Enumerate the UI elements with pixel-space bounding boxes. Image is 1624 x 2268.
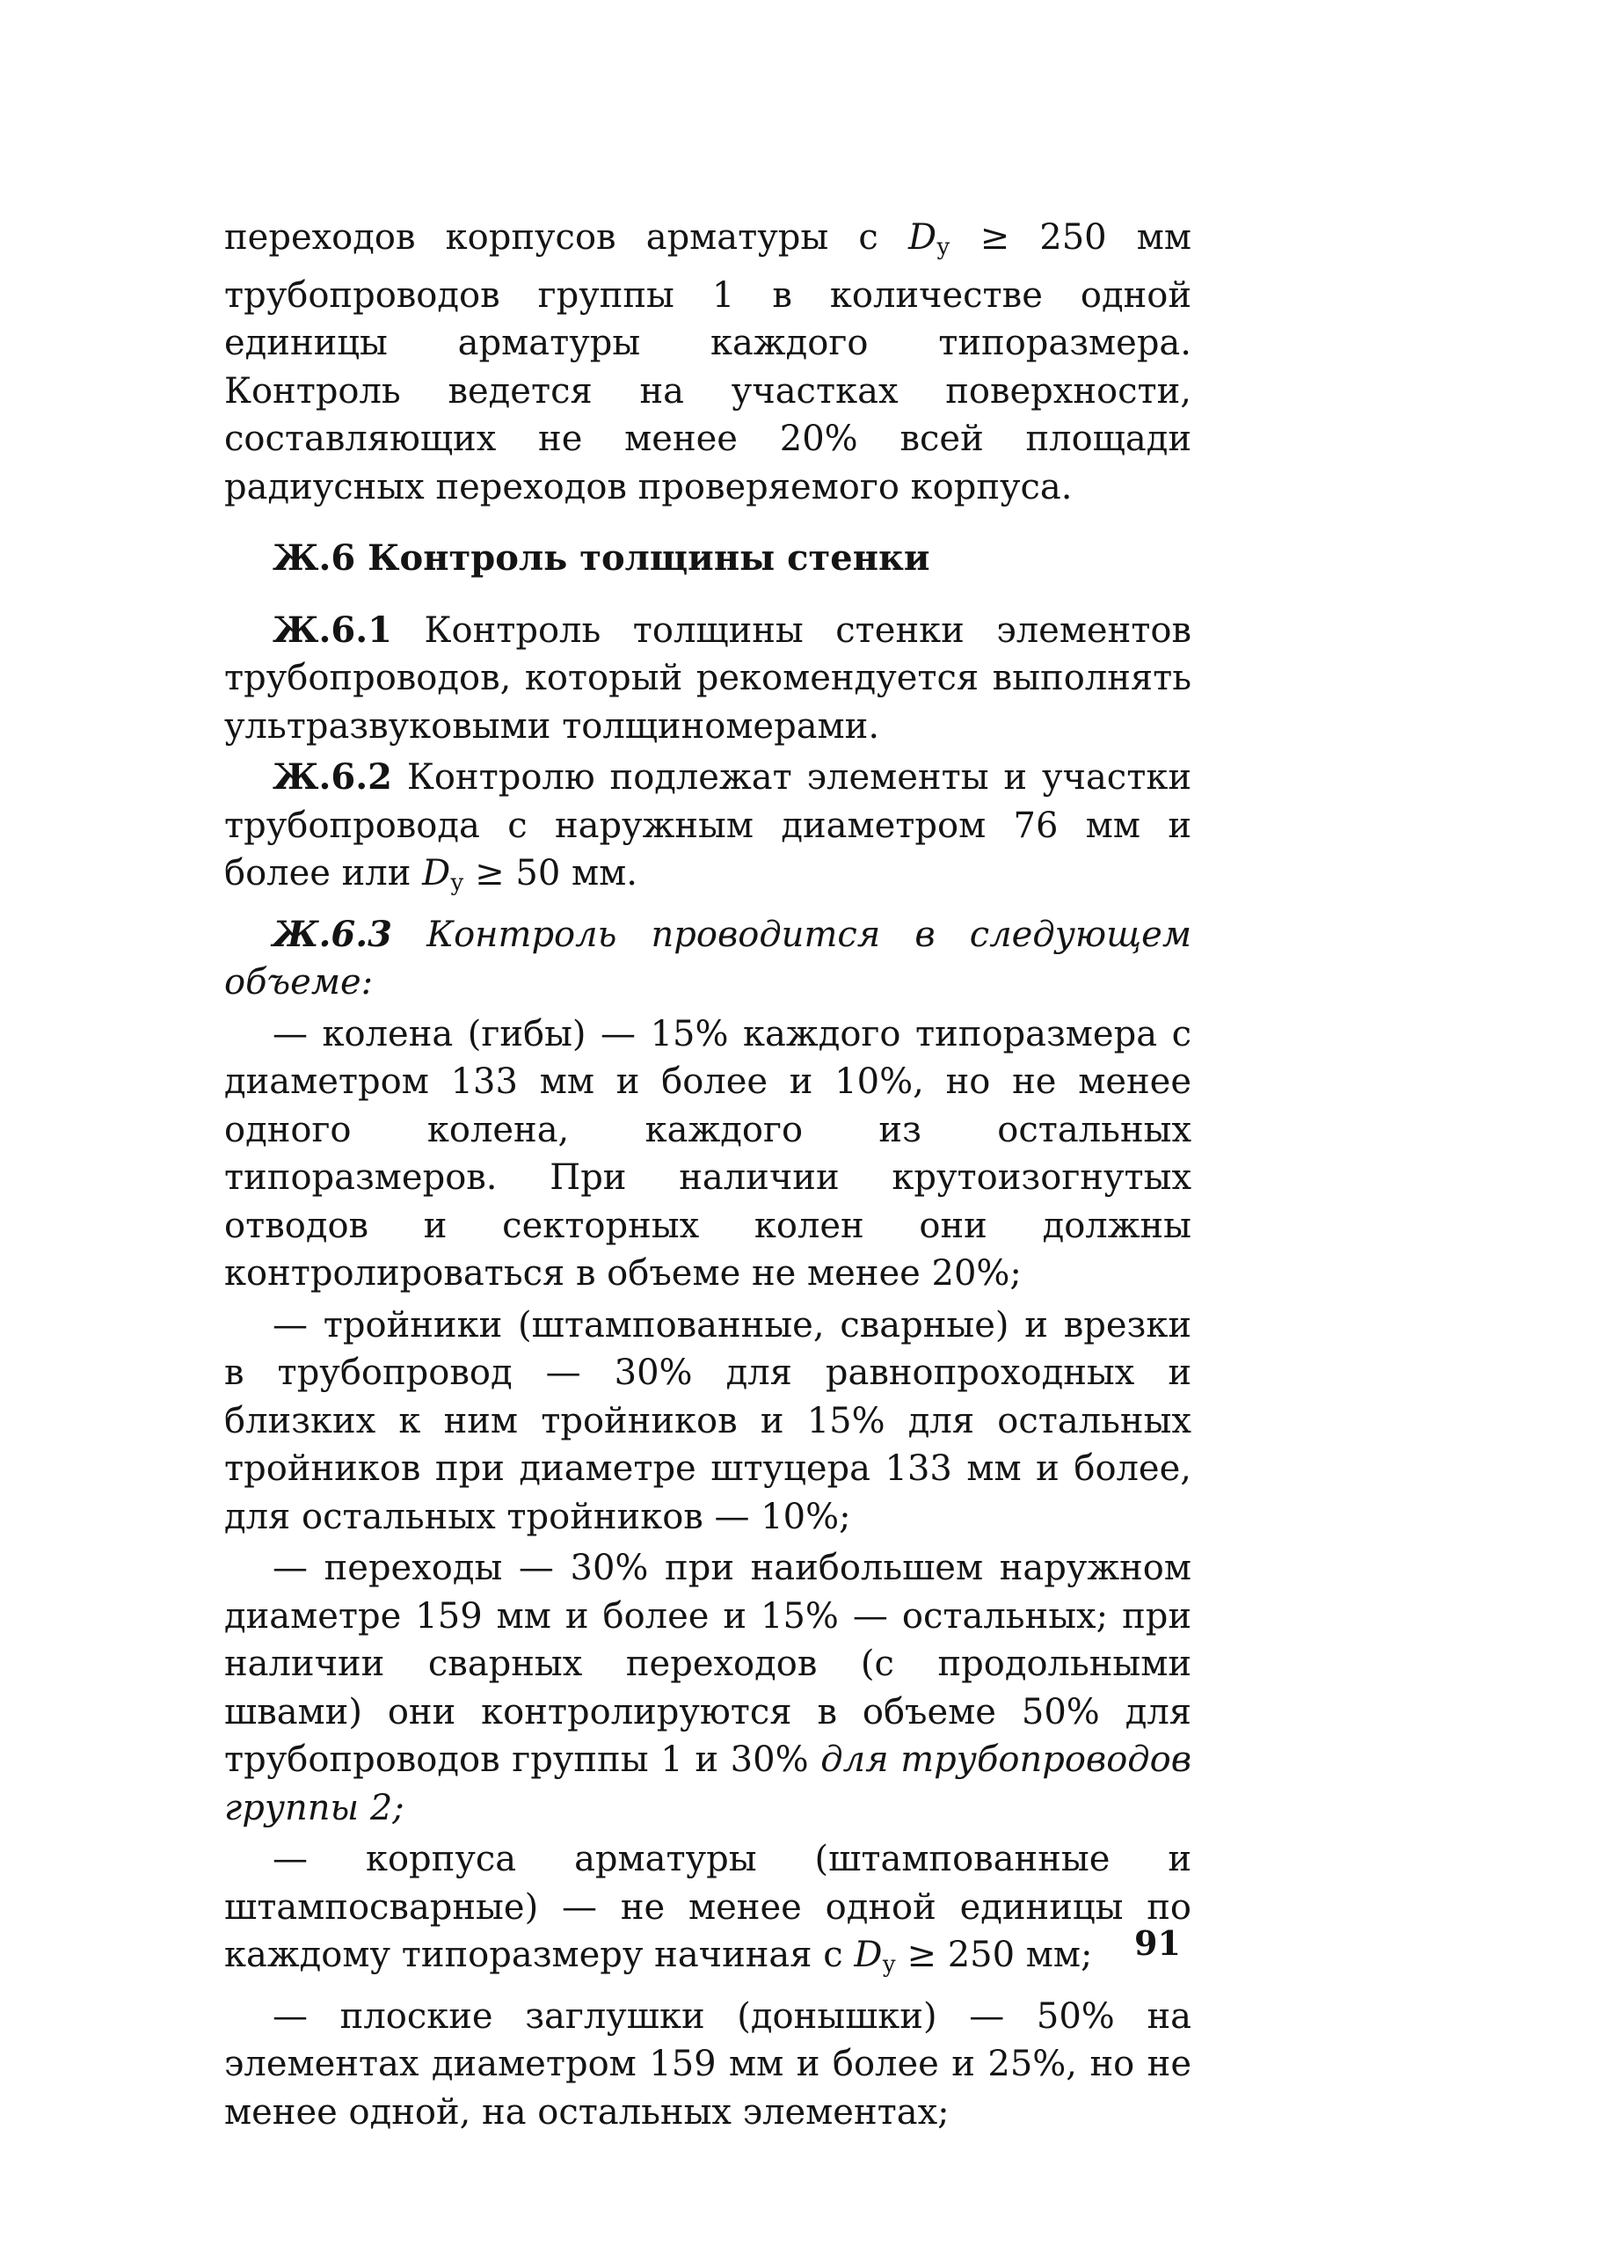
clause-6-1 [224, 607, 1191, 751]
clause-6-2-text-start: Контролю подлежат элементы и участки трубопровода с наружным диаметром 76 мм и более или [224, 757, 1191, 893]
page-number: 91 [1134, 1923, 1181, 1963]
list-item-valve-bodies-dy-symbol: D [854, 1935, 883, 1975]
clause-6-3-number: Ж.6.3 [273, 913, 392, 955]
list-item-reducers-text: — переходы — 30% при наибольшем наружном диаметре 159 мм и более и 15% — остальных; при наличии сварных переходов (с продольными швами) они контролируются в объеме 50% для трубопроводов группы 1 и 30% [224, 1548, 1191, 1780]
continuation-text-end: ≥ 250 мм трубопроводов группы 1 в количестве одной единицы арматуры каждого типоразмера. Контроль ведется на участках поверхности, составляющих не менее 20% всей площади радиусных переходов проверяемого корпуса. [224, 217, 1192, 507]
clause-6-2-dy-symbol: D [422, 853, 451, 893]
continuation-paragraph [224, 214, 1191, 511]
list-item-tees: — тройники (штампованные, сварные) и врезки в трубопровод — 30% для равнопроходных и близких к ним тройников и 15% для остальных тройников при диаметре штуцера 133 мм и более, для остальных тройников — 10%; [224, 1304, 1191, 1537]
list-item-valve-bodies-text-end: ≥ 250 мм; [895, 1935, 1093, 1975]
list-item-flat-plugs: — плоские заглушки (донышки) — 50% на элементах диаметром 159 мм и более и 25%, но не менее одной, на остальных элементах; [224, 1995, 1191, 2133]
dy-symbol: D [908, 217, 937, 258]
clause-6-2-dy-subscript: у [450, 870, 464, 896]
clause-6-3 [224, 911, 1191, 1007]
clause-6-2-number: Ж.6.2 [273, 756, 392, 798]
list-item-bends: — колена (гибы) — 15% каждого типоразмера с диаметром 133 мм и более и 10%, но не менее одного колена, каждого из остальных типоразмеров. При наличии крутоизогнутых отводов и секторных колен они должны контролироваться в объеме не менее 20%; [224, 1013, 1191, 1294]
list-item-valve-bodies-text-start: — корпуса арматуры (штампованные и штампосварные) — не менее одной единицы по каждому типоразмеру начиная с [224, 1839, 1191, 1975]
page-body-text [224, 214, 1191, 2136]
section-heading: Ж.6 Контроль толщины стенки [273, 537, 930, 579]
list-item-reducers [224, 1544, 1191, 1832]
dy-subscript: у [936, 234, 950, 260]
clause-6-3-text: Контроль проводится в следующем объеме: [224, 914, 1191, 1003]
clause-6-2 [224, 754, 1191, 908]
clause-6-1-text: Контроль толщины стенки элементов трубопроводов, который рекомендуется выполнять ультразвуковыми толщиномерами. [224, 609, 1191, 747]
clause-6-1-number: Ж.6.1 [273, 609, 392, 651]
list-item-reducers-italic: для трубопроводов группы 2; [224, 1739, 1191, 1828]
continuation-text-start: переходов корпусов арматуры с [224, 217, 908, 258]
list-item-valve-bodies-dy-subscript: у [882, 1951, 896, 1978]
clause-6-2-text-end: ≥ 50 мм. [463, 853, 637, 893]
list-item-valve-bodies [224, 1835, 1191, 1989]
